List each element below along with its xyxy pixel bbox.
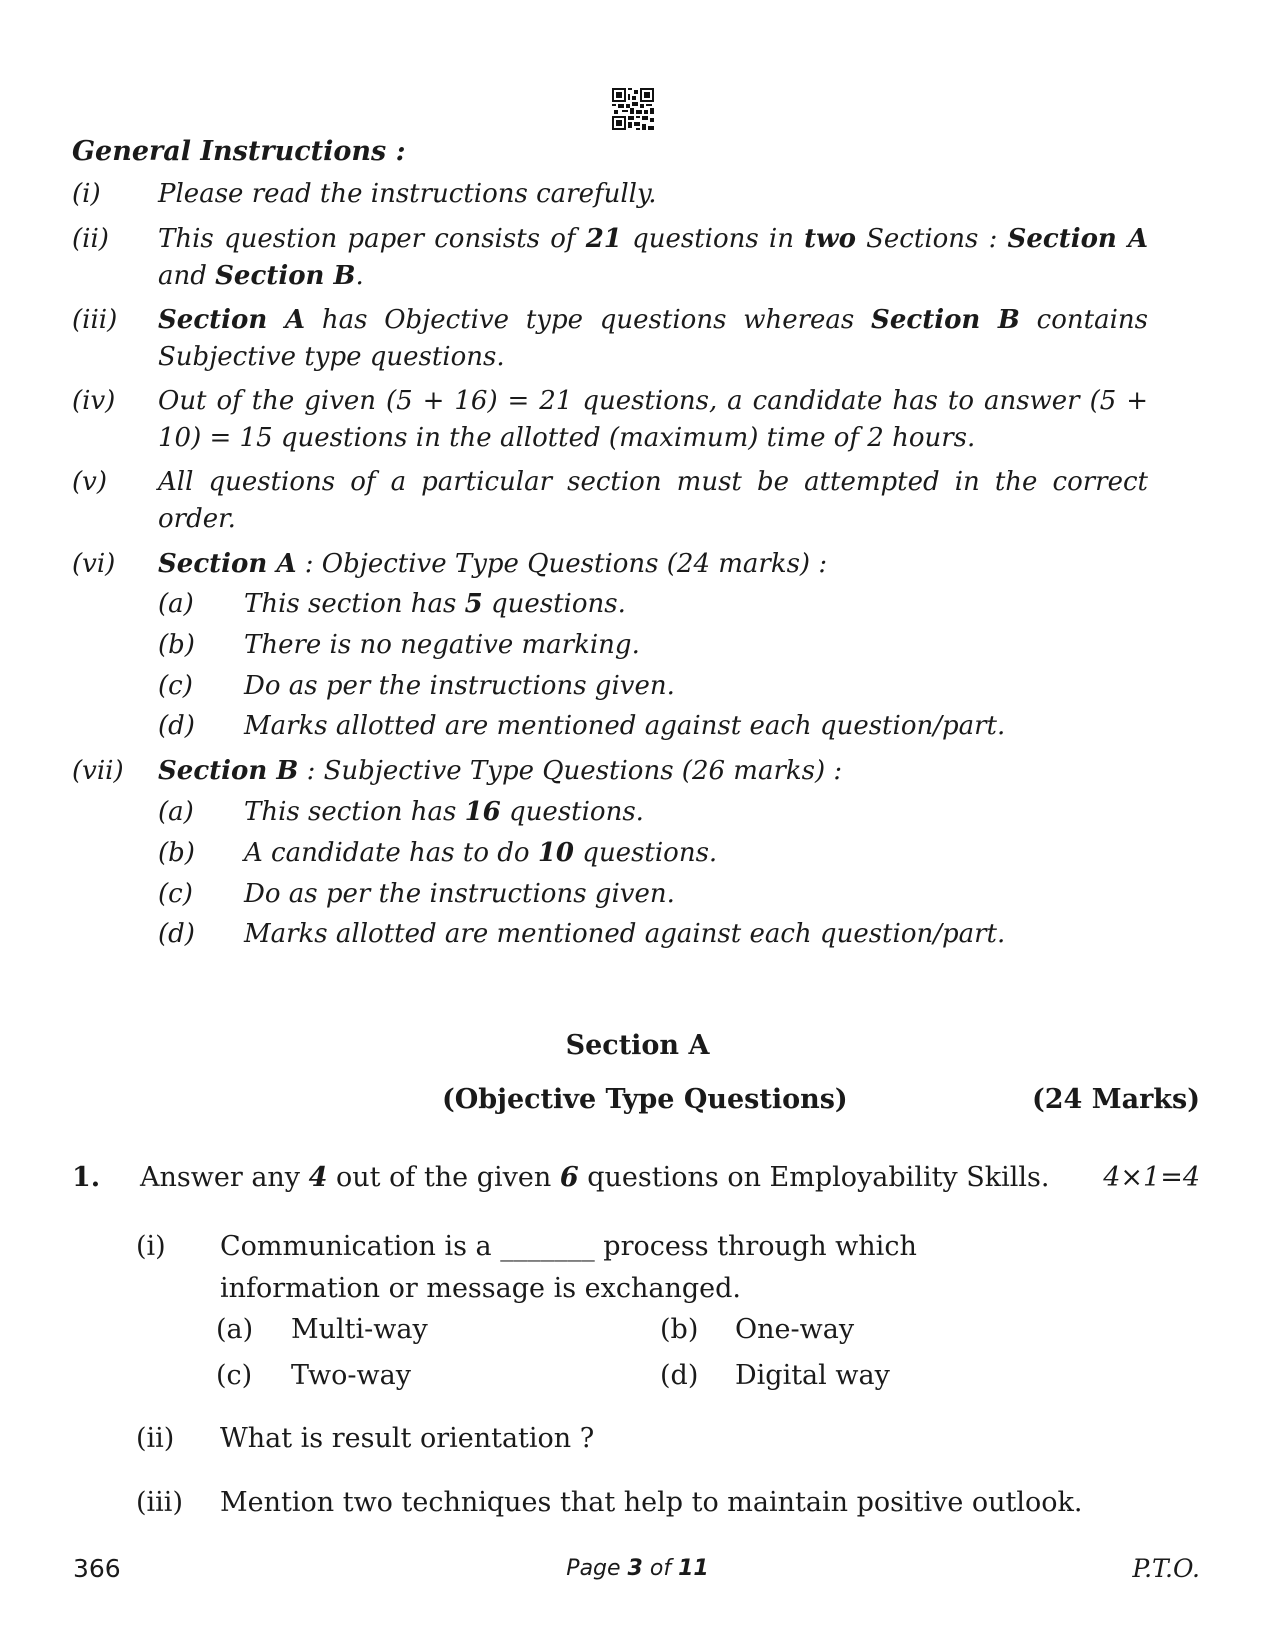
instruction-text: Section A has Objective type questions whereas Section B contains Subjective type questions. [158, 305, 1148, 372]
subquestion-text: Communication is a _______ process through which information or message is exchanged. [220, 1231, 917, 1304]
instruction-text: Out of the given (5 + 16) = 21 questions, a candidate has to answer (5 + 10) = 15 questions in the allotted (maximum) time of 2 hours. [158, 386, 1148, 453]
qr-code-icon [612, 88, 654, 130]
instruction-number: (i) [72, 179, 101, 209]
exam-page: General Instructions : (i) Please read the instructions carefully. (ii) This question paper consists of 21 questions in two Sections : Section A and Section B. (iii) Section A has Objective type questions whereas Section B contains Subjective type questions. (iv) Out of the given (5 + 16) = 21 questions, a candidate has to answer (5 + 10) = 15 questions in the allotted (maximum) time of 2 hours. (v) All questions of a particular section must be attempted in the correct order. (vi) Section A : Objective Type Questions (24 marks) : (a) This section has 5 questions. (b) There is no negative marking. (c) Do as per the instructions given. (d) Marks allotted are mentioned against each question/part. (vii) Section B : Subjective Type Questions (26 marks) : (a) This section has 16 questions. (b) A candidate has to do 10 questions. (c) Do as per the instructions given. (d) Marks allotted are mentioned against each question/part. Section A (Objective Type Questions) (24 Marks) 1. Answer any 4 out of the given 6 questions on Employability Skills. 4×1=4 (i) Communication is a _______ process through which information or message is exchanged. (a) Multi-way (b) One-way (c) Two-way (d) Digital way (ii) What is result orientation ? (iii) Mention two techniques that help to maintain positive outlook. 366 Page 3 of 11 P.T.O. [0, 0, 1275, 1651]
section-subtitle: (Objective Type Questions) [442, 1084, 848, 1115]
paper-code: 366 [73, 1554, 121, 1583]
instruction-text: This question paper consists of 21 questions in two Sections : Section A and Section B. [158, 224, 1148, 291]
subquestion-text: Mention two techniques that help to maintain positive outlook. [220, 1487, 1083, 1518]
question-marks: 4×1=4 [1103, 1162, 1200, 1193]
section-marks: (24 Marks) [1031, 1084, 1200, 1115]
instruction-number: (vi) [72, 549, 116, 579]
instruction-text: Please read the instructions carefully. [158, 179, 657, 209]
pto-label: P.T.O. [1132, 1554, 1200, 1583]
instruction-text: All questions of a particular section must be attempted in the correct order. [158, 467, 1148, 534]
instruction-text: Section B : Subjective Type Questions (26 marks) : [158, 756, 843, 786]
general-instructions-title: General Instructions : [72, 136, 406, 167]
instruction-number: (iv) [72, 386, 116, 416]
section-title: Section A [565, 1030, 710, 1061]
instruction-text: Section A : Objective Type Questions (24 marks) : [158, 549, 828, 579]
page-number: Page 3 of 11 [566, 1556, 709, 1581]
instruction-number: (v) [72, 467, 107, 497]
subquestion-text: What is result orientation ? [220, 1423, 595, 1454]
instruction-number: (ii) [72, 224, 109, 254]
instruction-number: (vii) [72, 756, 124, 786]
question-text: Answer any 4 out of the given 6 questions on Employability Skills. [140, 1162, 1050, 1193]
question-number: 1. [72, 1162, 101, 1193]
instruction-number: (iii) [72, 305, 118, 335]
